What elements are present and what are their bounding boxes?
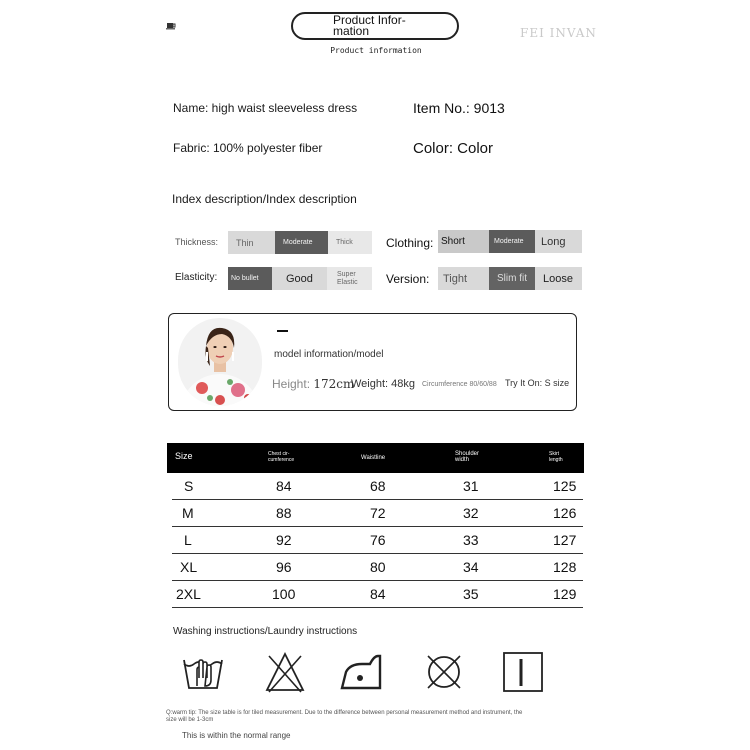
- cell-skirt: 129: [553, 586, 577, 602]
- do-not-bleach-icon: [263, 650, 307, 694]
- cup-icon: [166, 22, 176, 30]
- version-tight: Tight: [438, 267, 489, 290]
- normal-range-note: This is within the normal range: [182, 731, 291, 740]
- iron-low-icon: [340, 650, 384, 694]
- cell-skirt: 125: [553, 478, 577, 494]
- line-dry-icon: [501, 650, 545, 694]
- thickness-thin: Thin: [228, 231, 275, 254]
- page-subtitle: Product information: [330, 46, 422, 55]
- cell-size: M: [182, 505, 194, 521]
- elasticity-no-bullet: No bullet: [228, 267, 272, 290]
- model-weight: Weight: 48kg: [351, 378, 416, 390]
- version-loose: Loose: [535, 267, 582, 290]
- cell-skirt: 126: [553, 505, 577, 521]
- elasticity-super-label: Super Elastic: [337, 270, 358, 286]
- index-heading: Index description/Index description: [172, 192, 357, 206]
- cell-waist: 80: [370, 559, 386, 575]
- header-waistline: Waistline: [361, 455, 386, 461]
- size-table-header: [167, 443, 584, 473]
- header-shoulder: Shoulder width: [455, 451, 480, 463]
- model-height-label: Height:: [272, 377, 311, 391]
- cell-shoulder: 32: [463, 505, 479, 521]
- cell-chest: 96: [276, 559, 292, 575]
- model-photo: [178, 318, 262, 406]
- thickness-thick: Thick: [328, 231, 372, 254]
- table-row: [172, 581, 583, 608]
- elasticity-good: Good: [272, 267, 327, 290]
- cell-chest: 88: [276, 505, 292, 521]
- thickness-scale: [228, 231, 372, 254]
- do-not-tumble-dry-icon: [422, 650, 466, 694]
- table-row: [172, 554, 583, 581]
- title-pill: [291, 12, 459, 40]
- page-title: Product Infor- mation: [333, 13, 406, 38]
- model-info-label: model information/model: [274, 349, 384, 360]
- product-color: Color: Color: [413, 140, 494, 157]
- elasticity-label: Elasticity:: [175, 272, 218, 283]
- thickness-moderate: Moderate: [275, 231, 328, 254]
- warm-tip: Q:warm tip: The size table is for tiled measurement. Due to the difference between personal measurement method and instrument, the size will be 1-3cm: [166, 710, 523, 723]
- version-scale: [438, 267, 582, 290]
- model-circumference: Circumference 80/60/88: [422, 381, 497, 388]
- cell-size: S: [184, 478, 194, 494]
- clothing-scale: [438, 230, 582, 253]
- header-skirt: Skirt length: [549, 451, 563, 463]
- washing-title: Washing instructions/Laundry instructions: [173, 626, 358, 637]
- cell-waist: 72: [370, 505, 386, 521]
- cell-shoulder: 33: [463, 532, 479, 548]
- cell-waist: 84: [370, 586, 386, 602]
- model-height-value: 172cm: [313, 377, 355, 391]
- elasticity-scale: [228, 267, 372, 290]
- clothing-label: Clothing:: [386, 236, 434, 250]
- cell-waist: 68: [370, 478, 386, 494]
- hand-wash-icon: [181, 650, 225, 694]
- cell-waist: 76: [370, 532, 386, 548]
- cell-shoulder: 35: [463, 586, 479, 602]
- version-label: Version:: [386, 272, 430, 286]
- cell-size: 2XL: [176, 586, 201, 602]
- header-size: Size: [175, 451, 193, 461]
- cell-chest: 84: [276, 478, 292, 494]
- cell-size: XL: [180, 559, 198, 575]
- clothing-short: Short: [438, 230, 489, 253]
- cell-skirt: 127: [553, 532, 577, 548]
- table-row: [172, 473, 583, 500]
- clothing-long: Long: [535, 230, 582, 253]
- table-row: [172, 527, 583, 554]
- brand-logo: FEI INVAN: [520, 26, 597, 40]
- cell-size: L: [184, 532, 192, 548]
- cell-shoulder: 31: [463, 478, 479, 494]
- product-fabric: Fabric: 100% polyester fiber: [173, 141, 323, 155]
- cell-chest: 92: [276, 532, 292, 548]
- cell-chest: 100: [272, 586, 296, 602]
- model-height: [272, 377, 354, 391]
- elasticity-super: [327, 267, 372, 290]
- model-try-on: Try It On: S size: [505, 378, 570, 388]
- header-chest: Chest cir- cumference: [268, 451, 295, 463]
- cell-skirt: 128: [553, 559, 577, 575]
- cell-shoulder: 34: [463, 559, 479, 575]
- item-number: Item No.: 9013: [413, 100, 505, 116]
- version-slim-fit: Slim fit: [489, 267, 535, 290]
- thickness-label: Thickness:: [175, 237, 219, 247]
- product-name: Name: high waist sleeveless dress: [173, 101, 358, 115]
- clothing-moderate: Moderate: [489, 230, 535, 253]
- model-dash: [277, 330, 288, 332]
- table-row: [172, 500, 583, 527]
